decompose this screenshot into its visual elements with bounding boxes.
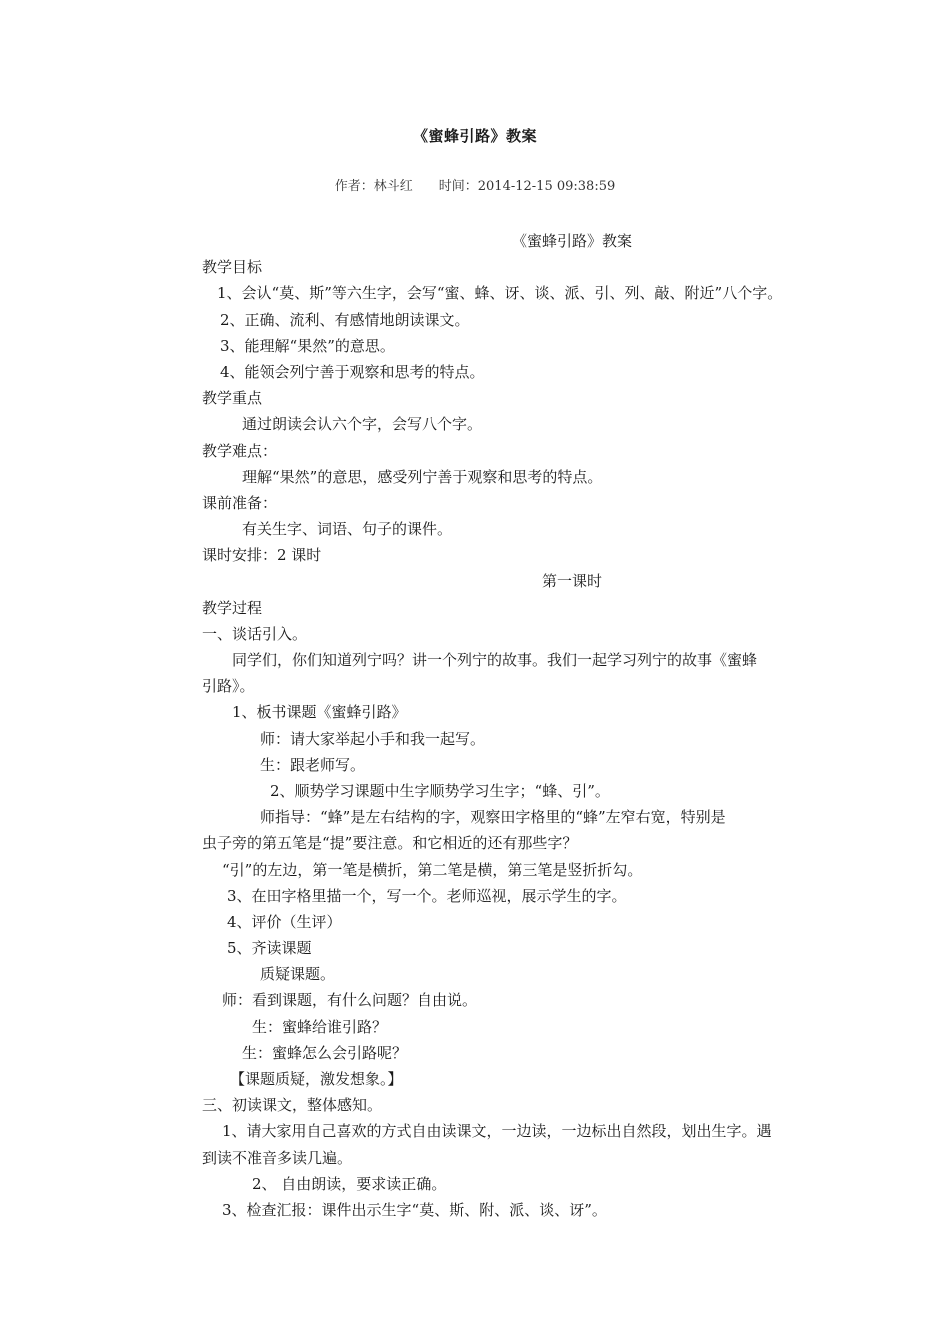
paragraph-line: 2、 自由朗读，要求读正确。: [252, 1174, 447, 1193]
body-heading: 《蜜蜂引路》教案: [512, 232, 633, 250]
paragraph-line: 到读不准音多读几遍。: [202, 1148, 353, 1167]
paragraph-line: 5、齐读课题: [227, 939, 312, 958]
paragraph-line: 4、能领会列宁善于观察和思考的特点。: [220, 362, 485, 381]
lesson-heading: 第一课时: [542, 572, 603, 591]
paragraph-line: 1、板书课题《蜜蜂引路》: [232, 703, 407, 722]
paragraph-line: 师：看到课题，有什么问题？自由说。: [222, 991, 478, 1010]
paragraph-line: 引路》。: [202, 677, 255, 696]
paragraph-line: 通过朗读会认六个字，会写八个字。: [242, 415, 483, 434]
paragraph-line: 生：蜜蜂给谁引路？: [252, 1017, 388, 1036]
document-title: 《蜜蜂引路》教案: [412, 127, 537, 145]
paragraph-line: 【课题质疑，激发想象。】: [230, 1070, 403, 1088]
section-heading: 一、谈话引入。: [202, 624, 308, 643]
paragraph-line: 理解“果然”的意思，感受列宁善于观察和思考的特点。: [242, 467, 603, 486]
paragraph-line: 师指导：“蜂”是左右结构的字，观察田字格里的“蜂”左窄右宽，特别是: [260, 808, 726, 827]
paragraph-line: 2、顺势学习课题中生字顺势学习生字；“蜂、引”。: [270, 781, 610, 800]
section-heading: 三、初读课文，整体感知。: [202, 1096, 383, 1115]
paragraph-line: 质疑课题。: [260, 965, 336, 984]
paragraph-line: 3、在田字格里描一个，写一个。老师巡视，展示学生的字。: [227, 886, 627, 905]
section-heading: 课前准备：: [202, 493, 278, 512]
paragraph-line: 课时安排：2 课时: [202, 546, 322, 565]
paragraph-line: 虫子旁的第五笔是“提”要注意。和它相近的还有那些字？: [202, 834, 578, 853]
document-body: [202, 228, 812, 1223]
paragraph-line: 1、会认“莫、斯”等六生字，会写“蜜、蜂、讶、谈、派、引、列、敲、附近”八个字。: [217, 284, 783, 303]
paragraph-line: 3、能理解“果然”的意思。: [220, 336, 395, 355]
author-text: 作者：林斗红: [334, 179, 413, 194]
section-heading: 教学目标: [202, 258, 263, 277]
section-heading: 教学难点：: [202, 441, 278, 460]
paragraph-line: 同学们，你们知道列宁吗？讲一个列宁的故事。我们一起学习列宁的故事《蜜蜂: [232, 651, 758, 669]
document-meta: [0, 175, 950, 194]
paragraph-line: 4、评价（生评）: [227, 912, 342, 931]
time-text: 时间：2014-12-15 09:38:59: [438, 179, 616, 194]
section-heading: 教学重点: [202, 389, 263, 408]
paragraph-line: 生：跟老师写。: [260, 755, 366, 774]
paragraph-line: 师：请大家举起小手和我一起写。: [260, 729, 486, 748]
paragraph-line: 生：蜜蜂怎么会引路呢？: [242, 1043, 408, 1062]
paragraph-line: 3、检查汇报：课件出示生字“莫、斯、附、派、谈、讶”。: [222, 1200, 607, 1219]
paragraph-line: 2、正确、流利、有感情地朗读课文。: [220, 310, 470, 329]
section-heading: 教学过程: [202, 598, 263, 617]
paragraph-line: “引”的左边，第一笔是横折，第二笔是横，第三笔是竖折折勾。: [222, 860, 643, 879]
paragraph-line: 1、请大家用自己喜欢的方式自由读课文，一边读，一边标出自然段，划出生字。遇: [222, 1122, 772, 1141]
paragraph-line: 有关生字、词语、句子的课件。: [242, 520, 453, 539]
